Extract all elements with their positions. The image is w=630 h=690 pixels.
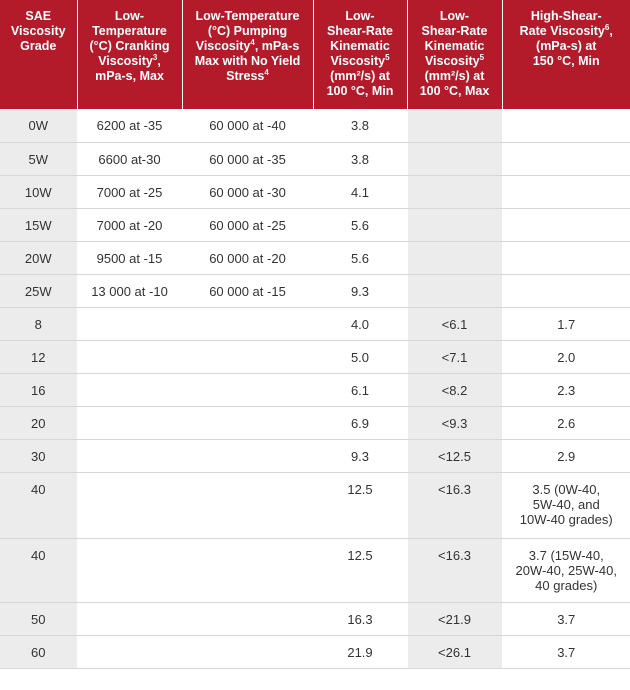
cell-value: 12 — [31, 349, 46, 365]
pumping-viscosity-cell — [182, 602, 313, 635]
kinematic-min-cell — [313, 307, 407, 340]
cell-value: 9.3 — [350, 283, 370, 299]
cell-value: 5.6 — [350, 250, 370, 266]
sae-grade-cell — [0, 635, 77, 668]
cell-value: 50 — [31, 611, 46, 627]
high-shear-cell — [502, 241, 630, 274]
cell-value: 12.5 — [347, 481, 373, 497]
kinematic-max-cell — [407, 472, 502, 538]
cranking-viscosity-cell — [77, 241, 182, 274]
high-shear-cell — [502, 208, 630, 241]
cell-value: 20 — [31, 415, 46, 431]
cell-value: 9.3 — [350, 448, 370, 464]
high-shear-cell — [502, 472, 630, 538]
cell-value: 60 000 at -40 — [209, 118, 286, 133]
sae-grade-cell — [0, 406, 77, 439]
kinematic-max-cell — [407, 373, 502, 406]
cell-value: <7.1 — [441, 349, 468, 365]
cell-value: 6.9 — [350, 415, 370, 431]
high-shear-cell — [502, 439, 630, 472]
cell-value: <16.3 — [438, 547, 471, 563]
kinematic-max-cell — [407, 241, 502, 274]
cell-value: 5.0 — [350, 349, 370, 365]
header-kinematic-max — [407, 0, 502, 109]
table-row — [0, 274, 630, 307]
kinematic-min-cell — [313, 406, 407, 439]
cell-value: 0W — [28, 118, 48, 133]
sae-grade-cell — [0, 602, 77, 635]
cell-value: 5.6 — [350, 217, 370, 233]
kinematic-min-cell — [313, 373, 407, 406]
header-text-tail: (mm²/s) at 100 °C, Min — [326, 69, 394, 98]
pumping-viscosity-cell — [182, 142, 313, 175]
high-shear-cell — [502, 538, 630, 602]
cell-value: 13 000 at -10 — [91, 283, 168, 299]
table-row — [0, 175, 630, 208]
cranking-viscosity-cell — [77, 109, 182, 142]
kinematic-max-cell — [407, 635, 502, 668]
cell-value: 60 — [31, 644, 46, 660]
cell-value: 1.7 — [557, 316, 576, 332]
sae-grade-cell — [0, 175, 77, 208]
table-body — [0, 109, 630, 668]
table-row — [0, 635, 630, 668]
cell-value: 3.7 — [557, 611, 576, 627]
header-row — [0, 0, 630, 109]
cell-value: 20W — [24, 250, 52, 266]
cell-value: 2.6 — [557, 415, 576, 431]
table-row — [0, 340, 630, 373]
cranking-viscosity-cell — [77, 472, 182, 538]
cranking-viscosity-cell — [77, 635, 182, 668]
header-text: Low- Shear-Rate Kinematic Viscosity — [327, 9, 393, 68]
kinematic-max-cell — [407, 307, 502, 340]
cell-value: 40 — [31, 547, 46, 563]
table-row — [0, 142, 630, 175]
header-pumping-viscosity — [182, 0, 313, 109]
footnote-ref: 3 — [152, 52, 158, 62]
cell-value: 6600 at-30 — [98, 151, 161, 167]
sae-grade-cell — [0, 538, 77, 602]
header-kinematic-min — [313, 0, 407, 109]
cell-value: 60 000 at -30 — [209, 184, 286, 200]
cell-value: 8 — [34, 316, 42, 332]
header-text-tail: , mPa-s, Max — [95, 54, 164, 83]
cell-value: 15W — [24, 217, 52, 233]
pumping-viscosity-cell — [182, 538, 313, 602]
cell-value: 9500 at -15 — [96, 250, 163, 266]
cell-value: 25W — [24, 283, 52, 299]
table-row — [0, 472, 630, 538]
table-row — [0, 406, 630, 439]
cell-value: 4.1 — [350, 184, 370, 200]
kinematic-max-cell — [407, 340, 502, 373]
kinematic-min-cell — [313, 602, 407, 635]
cell-value: 6200 at -35 — [96, 118, 163, 133]
cranking-viscosity-cell — [77, 142, 182, 175]
cranking-viscosity-cell — [77, 439, 182, 472]
high-shear-cell — [502, 109, 630, 142]
kinematic-min-cell — [313, 538, 407, 602]
cell-value: 2.9 — [557, 448, 576, 464]
sae-grade-cell — [0, 208, 77, 241]
pumping-viscosity-cell — [182, 439, 313, 472]
kinematic-max-cell — [407, 274, 502, 307]
kinematic-min-cell — [313, 208, 407, 241]
kinematic-min-cell — [313, 472, 407, 538]
pumping-viscosity-cell — [182, 208, 313, 241]
cranking-viscosity-cell — [77, 538, 182, 602]
cell-value: <21.9 — [438, 611, 471, 627]
cell-value: 10W — [24, 184, 52, 200]
sae-grade-cell — [0, 109, 77, 142]
cell-value: 7000 at -25 — [96, 184, 163, 200]
cell-value: 6.1 — [350, 382, 370, 398]
high-shear-cell — [502, 274, 630, 307]
cell-value: 60 000 at -25 — [209, 217, 286, 233]
pumping-viscosity-cell — [182, 635, 313, 668]
footnote-ref: 5 — [479, 52, 485, 62]
footnote-ref: 4 — [250, 37, 255, 47]
kinematic-min-cell — [313, 439, 407, 472]
pumping-viscosity-cell — [182, 274, 313, 307]
kinematic-max-cell — [407, 406, 502, 439]
cell-value: 7000 at -20 — [96, 217, 163, 233]
kinematic-min-cell — [313, 340, 407, 373]
cranking-viscosity-cell — [77, 307, 182, 340]
cranking-viscosity-cell — [77, 602, 182, 635]
kinematic-min-cell — [313, 241, 407, 274]
high-shear-cell — [502, 602, 630, 635]
header-text-tail: , (mPa-s) at 150 °C, Min — [532, 24, 613, 68]
cell-value: 2.3 — [557, 382, 576, 398]
pumping-viscosity-cell — [182, 406, 313, 439]
sae-grade-cell — [0, 472, 77, 538]
sae-grade-cell — [0, 241, 77, 274]
high-shear-cell — [502, 307, 630, 340]
table-row — [0, 208, 630, 241]
kinematic-max-cell — [407, 142, 502, 175]
kinematic-min-cell — [313, 175, 407, 208]
pumping-viscosity-cell — [182, 175, 313, 208]
sae-grade-cell — [0, 340, 77, 373]
table-header — [0, 0, 630, 109]
cell-value: 3.5 (0W-40, 5W-40, and 10W-40 grades) — [519, 481, 613, 527]
header-text: Low- Shear-Rate Kinematic Viscosity — [421, 9, 488, 68]
pumping-viscosity-cell — [182, 241, 313, 274]
cell-value: <26.1 — [438, 644, 471, 660]
header-text: SAE Viscosity Grade — [10, 9, 66, 53]
cell-value: <8.2 — [441, 382, 468, 398]
cranking-viscosity-cell — [77, 208, 182, 241]
header-sae-grade — [0, 0, 77, 109]
cranking-viscosity-cell — [77, 406, 182, 439]
pumping-viscosity-cell — [182, 373, 313, 406]
high-shear-cell — [502, 142, 630, 175]
table-row — [0, 538, 630, 602]
cell-value: 3.8 — [350, 151, 370, 167]
cell-value: 60 000 at -15 — [209, 283, 286, 299]
kinematic-max-cell — [407, 175, 502, 208]
cell-value: 3.7 (15W-40, 20W-40, 25W-40, 40 grades) — [515, 547, 617, 593]
kinematic-max-cell — [407, 602, 502, 635]
high-shear-cell — [502, 635, 630, 668]
cell-value: 40 — [31, 481, 46, 497]
sae-grade-cell — [0, 274, 77, 307]
cell-value: 16 — [31, 382, 46, 398]
cranking-viscosity-cell — [77, 340, 182, 373]
cranking-viscosity-cell — [77, 175, 182, 208]
cell-value: 4.0 — [350, 316, 370, 332]
table-row — [0, 241, 630, 274]
header-high-shear — [502, 0, 630, 109]
kinematic-max-cell — [407, 109, 502, 142]
cell-value: 60 000 at -20 — [209, 250, 286, 266]
footnote-ref: 5 — [385, 52, 390, 62]
header-text: High-Shear- Rate Viscosity — [519, 9, 605, 38]
cell-value: <9.3 — [441, 415, 468, 431]
kinematic-max-cell — [407, 538, 502, 602]
footnote-ref: 4 — [264, 67, 269, 77]
kinematic-min-cell — [313, 142, 407, 175]
table-row — [0, 109, 630, 142]
pumping-viscosity-cell — [182, 472, 313, 538]
cell-value: 16.3 — [347, 611, 373, 627]
kinematic-max-cell — [407, 439, 502, 472]
table-row — [0, 307, 630, 340]
cell-value: 3.8 — [350, 118, 370, 133]
cell-value: <16.3 — [438, 481, 471, 497]
high-shear-cell — [502, 406, 630, 439]
sae-grade-cell — [0, 142, 77, 175]
table-row — [0, 439, 630, 472]
high-shear-cell — [502, 175, 630, 208]
kinematic-min-cell — [313, 635, 407, 668]
cell-value: 60 000 at -35 — [209, 151, 286, 167]
cell-value: 30 — [31, 448, 46, 464]
kinematic-max-cell — [407, 208, 502, 241]
cell-value: 21.9 — [347, 644, 373, 660]
high-shear-cell — [502, 373, 630, 406]
cell-value: <12.5 — [438, 448, 471, 464]
cell-value: 2.0 — [557, 349, 576, 365]
cranking-viscosity-cell — [77, 373, 182, 406]
sae-grade-cell — [0, 439, 77, 472]
sae-grade-cell — [0, 373, 77, 406]
cell-value: 5W — [28, 151, 48, 167]
header-text: Low-Temperature (°C) Pumping Viscosity — [195, 9, 300, 53]
header-text-tail: (mm²/s) at 100 °C, Max — [419, 69, 490, 98]
pumping-viscosity-cell — [182, 340, 313, 373]
header-text: Low- Temperature (°C) Cranking Viscosity — [89, 9, 170, 68]
kinematic-min-cell — [313, 109, 407, 142]
high-shear-cell — [502, 340, 630, 373]
sae-grade-cell — [0, 307, 77, 340]
header-cranking-viscosity — [77, 0, 182, 109]
cell-value: <6.1 — [441, 316, 468, 332]
cranking-viscosity-cell — [77, 274, 182, 307]
footnote-ref: 6 — [604, 22, 610, 32]
cell-value: 12.5 — [347, 547, 373, 563]
cell-value: 3.7 — [557, 644, 576, 660]
kinematic-min-cell — [313, 274, 407, 307]
header-text-tail: , mPa-s Max with No Yield Stress — [194, 39, 301, 83]
table-row — [0, 602, 630, 635]
pumping-viscosity-cell — [182, 109, 313, 142]
pumping-viscosity-cell — [182, 307, 313, 340]
table-row — [0, 373, 630, 406]
